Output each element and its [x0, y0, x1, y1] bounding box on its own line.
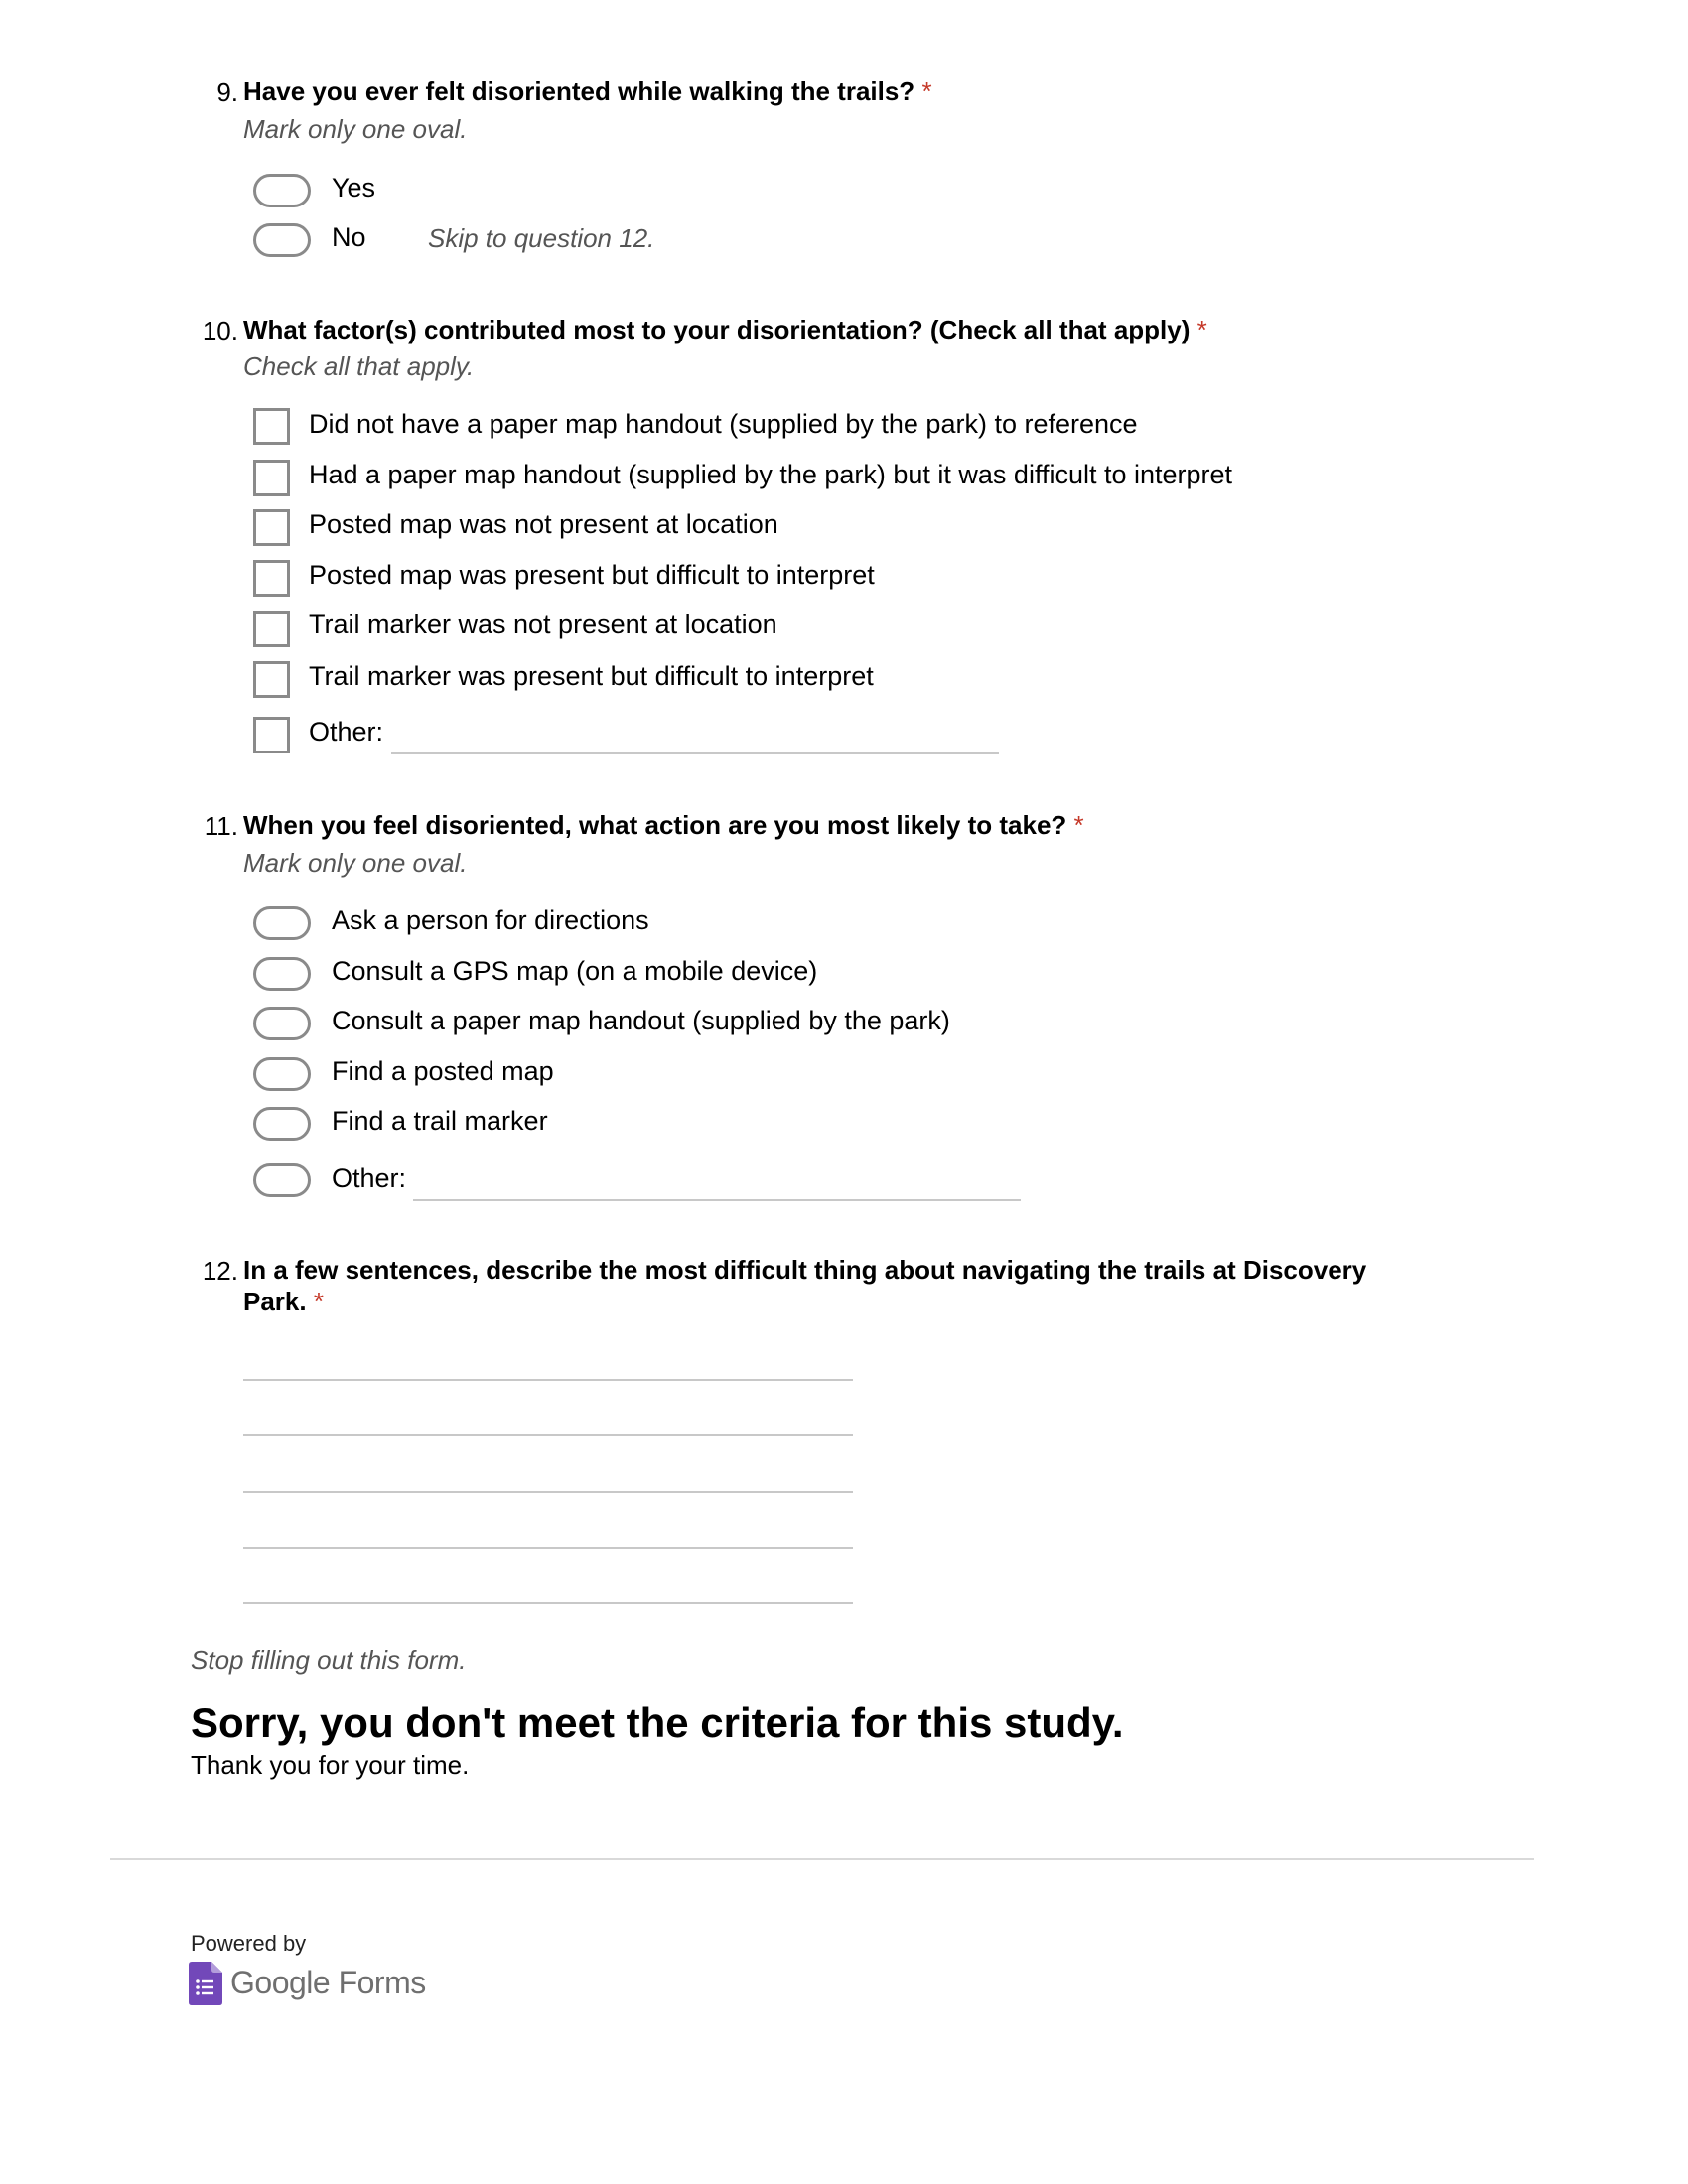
question-hint: Mark only one oval. [243, 114, 468, 144]
skip-note: Skip to question 12. [428, 223, 655, 253]
question-hint: Mark only one oval. [243, 848, 468, 878]
answer-line[interactable] [243, 1379, 853, 1381]
checkbox-other[interactable] [253, 717, 290, 753]
question-number: 9. [216, 77, 238, 107]
question-title [243, 314, 1207, 345]
answer-line[interactable] [243, 1434, 853, 1436]
required-asterisk: * [313, 1287, 324, 1316]
checkbox-trail-marker-missing[interactable] [253, 611, 290, 647]
section-description: Thank you for your time. [191, 1750, 470, 1780]
question-number: 12. [202, 1256, 238, 1286]
other-text-input[interactable] [391, 752, 999, 754]
question-number: 10. [202, 316, 238, 345]
question-title-text: When you feel disoriented, what action are you most likely to take? [243, 810, 1067, 840]
option-label: Consult a GPS map (on a mobile device) [332, 956, 818, 986]
option-label: Trail marker was present but difficult to interpret [309, 661, 874, 691]
option-label: Posted map was present but difficult to interpret [309, 560, 875, 590]
radio-oval-other[interactable] [253, 1163, 311, 1197]
radio-oval-gps-map[interactable] [253, 957, 311, 991]
radio-oval-posted-map[interactable] [253, 1057, 311, 1091]
option-label: Consult a paper map handout (supplied by the park) [332, 1006, 950, 1035]
radio-oval-trail-marker[interactable] [253, 1107, 311, 1141]
option-label: Had a paper map handout (supplied by the park) but it was difficult to interpret [309, 460, 1233, 489]
checkbox-no-paper-map[interactable] [253, 408, 290, 445]
checkbox-trail-marker-difficult[interactable] [253, 661, 290, 698]
question-title-text: Have you ever felt disoriented while walking the trails? [243, 76, 915, 106]
option-label: Did not have a paper map handout (supplied by the park) to reference [309, 409, 1138, 439]
required-asterisk: * [921, 76, 932, 106]
section-heading: Sorry, you don't meet the criteria for this study. [191, 1700, 1124, 1746]
required-asterisk: * [1196, 315, 1207, 344]
option-label: Find a trail marker [332, 1106, 548, 1136]
radio-oval-ask-person[interactable] [253, 906, 311, 940]
other-text-input[interactable] [413, 1199, 1021, 1201]
option-label: Find a posted map [332, 1056, 554, 1086]
option-label: Trail marker was not present at location [309, 610, 777, 639]
required-asterisk: * [1073, 810, 1084, 840]
question-number: 11. [204, 811, 238, 841]
option-label: Yes [332, 173, 376, 203]
powered-by-text: Powered by [191, 1931, 307, 1956]
google-forms-wordmark: Google Forms [230, 1965, 426, 2000]
radio-oval-no[interactable] [253, 223, 311, 257]
answer-line[interactable] [243, 1547, 853, 1549]
footer-divider [110, 1858, 1534, 1860]
radio-oval-paper-map[interactable] [253, 1007, 311, 1040]
question-title-text: What factor(s) contributed most to your disorientation? (Check all that apply) [243, 315, 1191, 344]
option-label: Other: [332, 1163, 407, 1193]
question-title [243, 809, 1084, 841]
option-label: Posted map was not present at location [309, 509, 778, 539]
option-label: No [332, 222, 366, 252]
question-hint: Check all that apply. [243, 351, 475, 381]
question-title-text: Park. [243, 1287, 307, 1316]
google-forms-logo-icon [189, 1962, 222, 2005]
checkbox-paper-map-difficult[interactable] [253, 460, 290, 496]
question-title-line-2 [243, 1286, 324, 1317]
radio-oval-yes[interactable] [253, 174, 311, 207]
checkbox-posted-map-missing[interactable] [253, 509, 290, 546]
checkbox-posted-map-difficult[interactable] [253, 560, 290, 597]
answer-line[interactable] [243, 1491, 853, 1493]
question-title-line-1: In a few sentences, describe the most difficult thing about navigating the trails at Discovery [243, 1255, 1367, 1285]
option-label: Other: [309, 717, 384, 747]
answer-line[interactable] [243, 1602, 853, 1604]
option-label: Ask a person for directions [332, 905, 649, 935]
stop-text: Stop filling out this form. [191, 1645, 467, 1675]
question-title [243, 75, 932, 107]
